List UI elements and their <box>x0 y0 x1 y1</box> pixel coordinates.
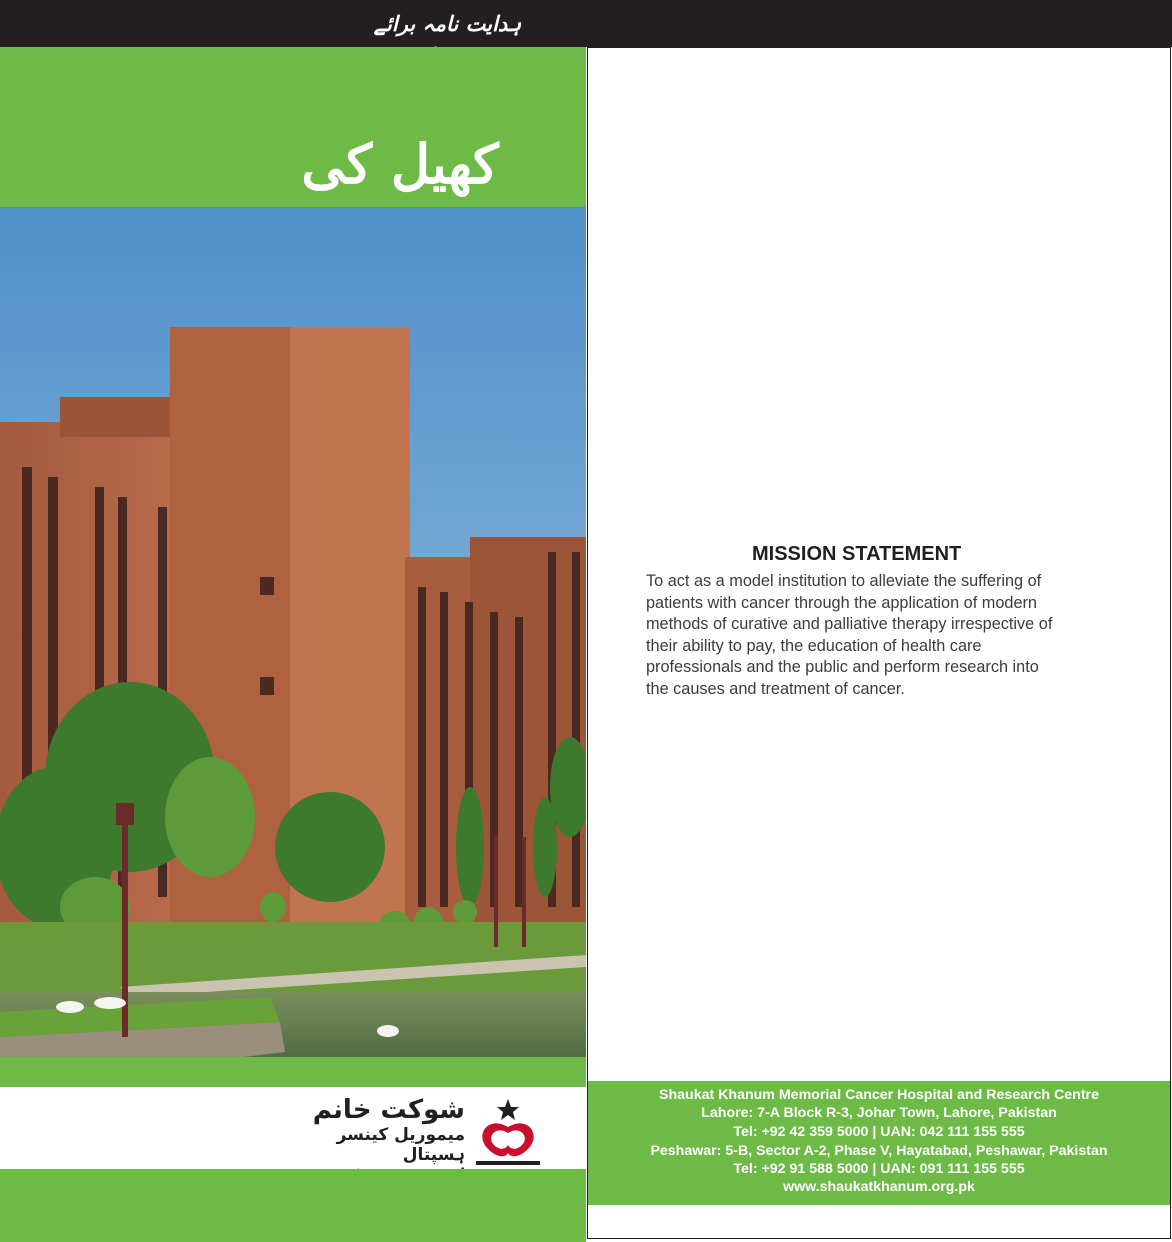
header-label: ہدایت نامہ برائے <box>373 12 522 36</box>
footer-org-name: Shaukat Khanum Memorial Cancer Hospital and Research Centre <box>659 1087 1099 1103</box>
logo-line-1: شوکت خانم <box>312 1095 465 1125</box>
mission-line: the causes and treatment of cancer. <box>646 679 905 698</box>
hospital-building-photo <box>0 207 586 1087</box>
logo-line-2: میموریل کینسر ہسپتال <box>336 1125 465 1165</box>
footer-peshawar-phone: Tel: +92 91 588 5000 | UAN: 091 111 155 555 <box>733 1161 1025 1177</box>
footer-peshawar-address: Peshawar: 5-B, Sector A-2, Phase V, Hayatabad, Peshawar, Pakistan <box>650 1143 1108 1159</box>
contact-footer <box>588 1081 1170 1205</box>
cover-title: کھیل کی <box>301 132 499 196</box>
mission-line: professionals and the public and perform research into <box>646 658 1039 677</box>
cover-green-strip <box>0 1057 586 1087</box>
cover-green-bottom <box>0 1169 586 1242</box>
mission-line: methods of curative and palliative therapy irrespective of <box>646 615 1053 634</box>
footer-lahore-phone: Tel: +92 42 359 5000 | UAN: 042 111 155 555 <box>733 1124 1025 1140</box>
top-bar <box>0 0 1172 47</box>
mission-text <box>646 571 1122 701</box>
mission-line: patients with cancer through the application of modern <box>646 593 1037 612</box>
cover-panel <box>0 47 586 1242</box>
mission-line: their ability to pay, the education of health care <box>646 636 982 655</box>
mission-title: MISSION STATEMENT <box>752 543 962 565</box>
footer-website-link[interactable]: www.shaukatkhanum.org.pk <box>783 1179 975 1195</box>
mission-line: To act as a model institution to alleviate the suffering of <box>646 572 1042 590</box>
shaukat-khanum-logo-icon <box>468 1097 548 1169</box>
footer-lahore-address: Lahore: 7-A Block R-3, Johar Town, Lahore, Pakistan <box>701 1105 1057 1121</box>
